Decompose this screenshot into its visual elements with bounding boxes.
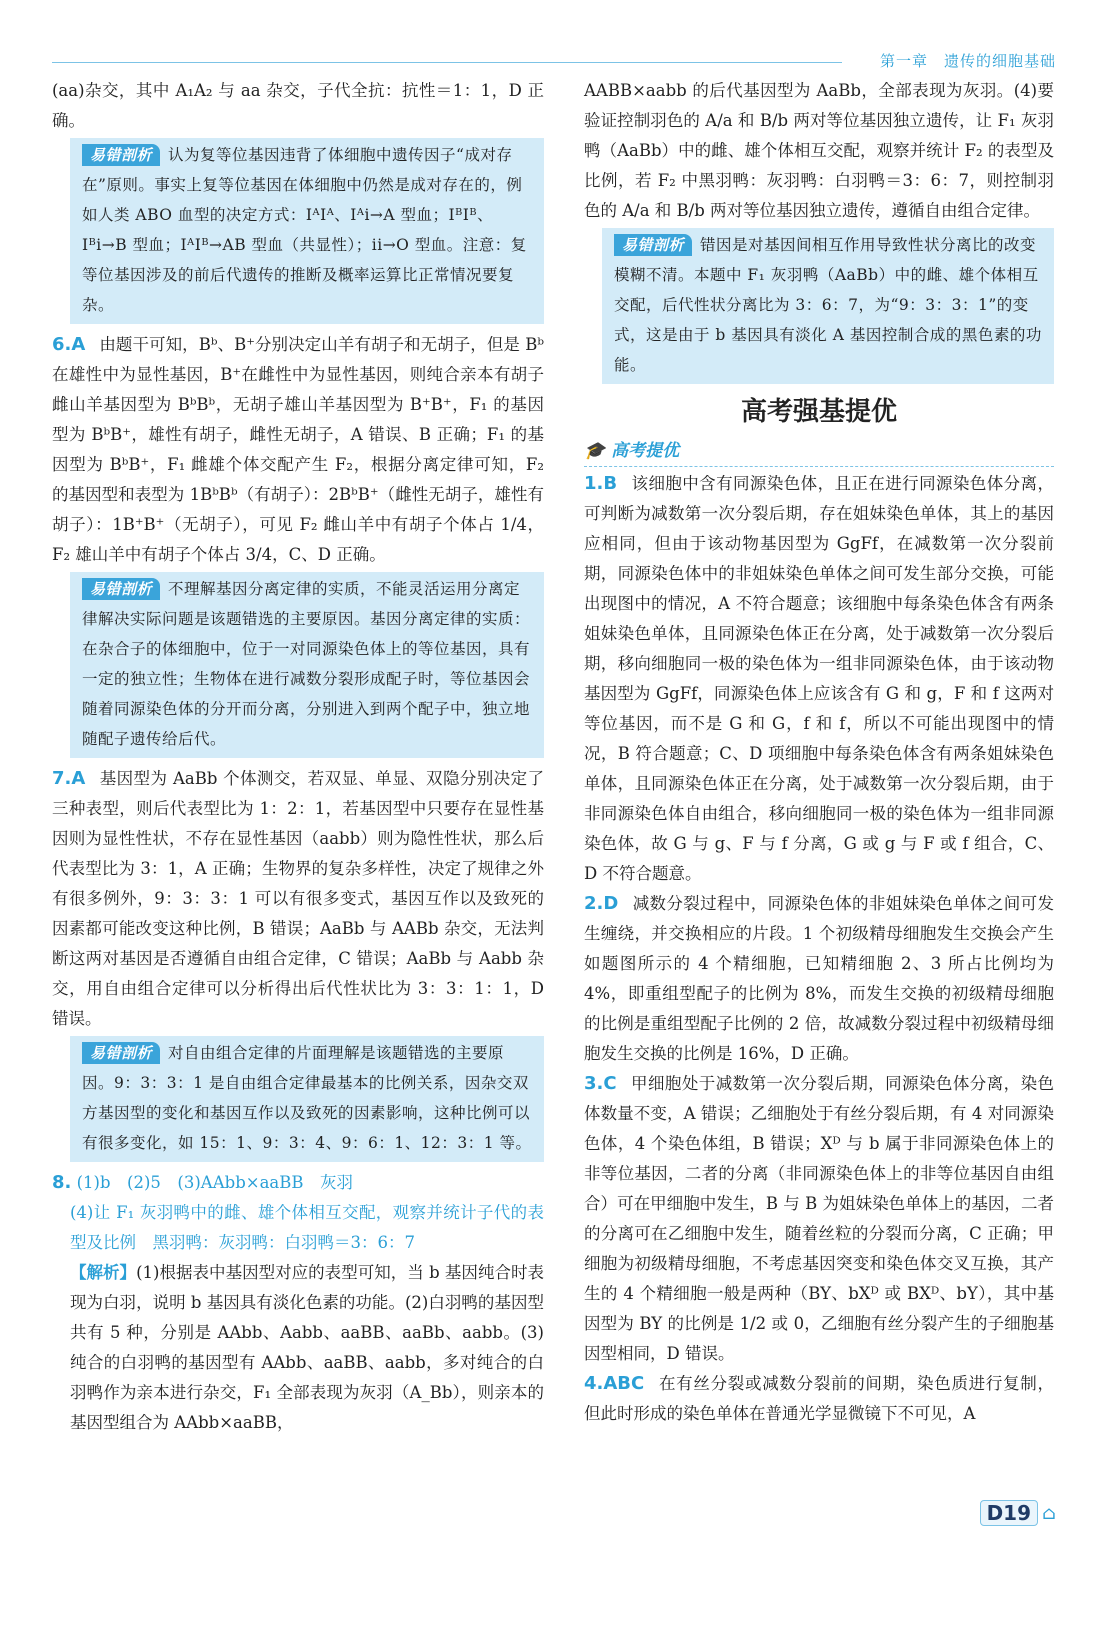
question-3 <box>584 1069 1054 1369</box>
question-number: 3. <box>584 1073 604 1094</box>
error-analysis-box <box>602 228 1054 384</box>
question-number: 7. <box>52 768 72 789</box>
subsection-heading: 🎓 高考提优 <box>584 436 1054 467</box>
question-number: 8. <box>52 1172 72 1193</box>
explanation: 在有丝分裂或减数分裂前的间期，染色质进行复制，但此时形成的染色单体在普通光学显微镜下不可见，A <box>584 1374 1054 1423</box>
chapter-header: 第一章 遗传的细胞基础 <box>879 52 1056 70</box>
analysis <box>52 1258 544 1438</box>
explanation: 甲细胞处于减数第一次分裂后期，同源染色体分离，染色体数量不变，A 错误；乙细胞处于有丝分裂后期，有 4 对同源染色体，4 个染色体组，B 错误；Xᴰ 与 b 属于非同源染色体上的非等位基因，二者的分离（非同源染色体上的非等位基因自由组合）可在甲细胞中发生，B 与 B 为姐妹染色单体上的基因，二者的分离可在乙细胞中发生，随着丝粒的分裂而分离，C 正确；甲细胞为初级精母细胞，不考虑基因突变和染色体交叉互换，其产生的 4 个精细胞一般是两种（BY、bXᴰ 或 BXᴰ、bY），其中基因型为 BY 的比例是 1/2 或 0，乙细胞有丝分裂产生的子细胞基因型相同，D 错误。 <box>584 1074 1054 1363</box>
error-analysis-box <box>70 138 544 324</box>
question-6 <box>52 330 544 570</box>
error-analysis-tag: 易错剖析 <box>82 578 160 600</box>
error-analysis-tag: 易错剖析 <box>614 234 692 256</box>
explanation: 基因型为 AaBb 个体测交，若双显、单显、双隐分别决定了三种表型，则后代表型比为 1：2：1，若基因型中只要存在显性基因则为显性性状，不存在显性基因（aabb）则为隐性性状，那么后代表型比为 3：1，A 正确；生物界的复杂多样性，决定了规律之外有很多例外，9：3：3：1 可以有很多变式，基因互作以及致死的因素都可能改变这种比例，B 错误；AaBb 与 AABb 杂交，无法判断这两对基因是否遵循自由组合定律，C 错误；AaBb 与 Aabb 杂交，用自由组合定律可以分析得出后代性状比为 3：3：1：1，D 错误。 <box>52 769 544 1028</box>
answer-text: (4)让 F₁ 灰羽鸭中的雌、雄个体相互交配，观察并统计子代的表型及比例 黑羽鸭：灰羽鸭：白羽鸭＝3：6：7 <box>70 1203 544 1252</box>
explanation: 该细胞中含有同源染色体，且正在进行同源染色体分离，可判断为减数第一次分裂后期，存在姐妹染色单体，其上的基因应相同，但由于该动物基因型为 GgFf，在减数第一次分裂前期，同源染色体中的非姐妹染色单体之间可发生部分交换，可能出现图中的情况，A 不符合题意；该细胞中每条染色体含有两条姐妹染色单体，且同源染色体正在分离，处于减数第一次分裂后期，移向细胞同一极的染色体为一组非同源染色体，由于该动物基因型为 GgFf，同源染色体上应该含有 G 和 g，F 和 f 这两对等位基因，而不是 G 和 G，f 和 f，所以不可能出现图中的情况，B 符合题意；C、D 项细胞中每条染色体含有两条姐妹染色单体，且同源染色体正在分离，处于减数第一次分裂后期，由于非同源染色体自由组合，移向细胞同一极的染色体为一组非同源染色体，故 G 与 g、F 与 f 分离，G 或 g 与 F 或 f 组合，C、D 不符合题意。 <box>584 474 1054 883</box>
answer-text: (1)b (2)5 (3)AAbb×aaBB 灰羽 <box>76 1173 354 1192</box>
graduation-cap-icon: 🎓 <box>584 441 606 461</box>
error-analysis-box <box>70 572 544 758</box>
explanation: 减数分裂过程中，同源染色体的非姐妹染色单体之间可发生缠绕，并交换相应的片段。1 个初级精母细胞发生交换会产生如题图所示的 4 个精细胞，已知精细胞 2、3 所占比例均为 4%，即重组型配子的比例为 8%，而发生交换的初级精母细胞的比例是重组型配子比例的 2 倍，故减数分裂过程中初级精母细胞发生交换的比例是 16%，D 正确。 <box>584 894 1054 1063</box>
error-analysis-tag: 易错剖析 <box>82 144 160 166</box>
section-title: 高考强基提优 <box>740 397 897 427</box>
question-4 <box>584 1369 1054 1429</box>
header-rule <box>52 62 842 63</box>
analysis-label: 【解析】 <box>70 1263 137 1282</box>
error-analysis-tag: 易错剖析 <box>82 1042 160 1064</box>
question-number: 4. <box>584 1373 604 1394</box>
paragraph: AABB×aabb 的后代基因型为 AaBb，全部表现为灰羽。(4)要验证控制羽色的 A/a 和 B/b 两对等位基因独立遗传，让 F₁ 灰羽鸭（AaBb）中的雌、雄个体相互交配，观察并统计 F₂ 的表型及比例，若 F₂ 中黑羽鸭：灰羽鸭：白羽鸭＝3：6：7，则控制羽色的 A/a 和 B/b 两对等位基因独立遗传，遵循自由组合定律。 <box>584 81 1054 220</box>
question-1 <box>584 469 1054 889</box>
error-analysis-text: 错因是对基因间相互作用导致性状分离比的改变模糊不清。本题中 F₁ 灰羽鸭（AaBb）中的雌、雄个体相互交配，后代性状分离比为 3：6：7，为“9：3：3：1”的变式，这是由于 b 基因具有淡化 A 基因控制合成的黑色素的功能。 <box>614 236 1042 374</box>
right-column <box>584 76 1054 1429</box>
answer-letter: B <box>603 473 618 494</box>
house-icon: ⌂ <box>1042 1503 1056 1524</box>
left-column <box>52 76 544 1438</box>
error-analysis-box <box>70 1036 544 1162</box>
page-number: D19 <box>980 1500 1038 1526</box>
answer-letter: D <box>603 893 619 914</box>
error-analysis-text: 对自由组合定律的片面理解是该题错选的主要原因。9：3：3：1 是自由组合定律最基本的比例关系，因杂交双方基因型的变化和基因互作以及致死的因素影响，这种比例可以有很多变化，如 15：1、9：3：4、9：6：1、12：3：1 等。 <box>82 1044 532 1152</box>
question-7 <box>52 764 544 1034</box>
question-number: 6. <box>52 334 72 355</box>
answer-letter: A <box>71 768 86 789</box>
question-number: 2. <box>584 893 604 914</box>
error-analysis-text: 不理解基因分离定律的实质，不能灵活运用分离定律解决实际问题是该题错选的主要原因。基因分离定律的实质：在杂合子的体细胞中，位于一对同源染色体上的等位基因，具有一定的独立性；生物体在进行减数分裂形成配子时，等位基因会随着同源染色体的分开而分离，分别进入到两个配子中，独立地随配子遗传给后代。 <box>82 580 531 748</box>
question-8 <box>52 1168 544 1198</box>
answer-letter: ABC <box>603 1373 645 1394</box>
question-2 <box>584 889 1054 1069</box>
paragraph: (aa)杂交，其中 A₁A₂ 与 aa 杂交，子代全抗：抗性＝1：1，D 正确。 <box>52 81 544 130</box>
analysis-text: (1)根据表中基因型对应的表型可知，当 b 基因纯合时表现为白羽，说明 b 基因具有淡化色素的功能。(2)白羽鸭的基因型共有 5 种，分别是 AAbb、Aabb、aaBB、aaBb、aabb。(3)纯合的白羽鸭的基因型有 AAbb、aaBB、aabb，多对纯合的白羽鸭作为亲本进行杂交，F₁ 全部表现为灰羽（A_Bb），则亲本的基因型组合为 AAbb×aaBB， <box>70 1263 545 1432</box>
explanation: 由题干可知，Bᵇ、B⁺分别决定山羊有胡子和无胡子，但是 Bᵇ 在雄性中为显性基因，B⁺在雌性中为显性基因，则纯合亲本有胡子雌山羊基因型为 BᵇBᵇ，无胡子雄山羊基因型为 B⁺B⁺，F₁ 的基因型为 BᵇB⁺，雄性有胡子，雌性无胡子，A 错误、B 正确；F₁ 的基因型为 BᵇB⁺，F₁ 雌雄个体交配产生 F₂，根据分离定律可知，F₂ 的基因型和表型为 1BᵇBᵇ（有胡子）：2BᵇB⁺（雌性无胡子，雄性有胡子）：1B⁺B⁺（无胡子），可见 F₂ 雌山羊中有胡子个体占 1/4，F₂ 雄山羊中有胡子个体占 3/4，C、D 正确。 <box>52 335 544 564</box>
question-number: 1. <box>584 473 604 494</box>
answer-letter: A <box>71 334 86 355</box>
error-analysis-text: 认为复等位基因违背了体细胞中遗传因子“成对存在”原则。事实上复等位基因在体细胞中仍然是成对存在的，例如人类 ABO 血型的决定方式：IᴬIᴬ、Iᴬi→A 型血；IᴮIᴮ、Iᴮi→B 型血；IᴬIᴮ→AB 型血（共显性）；ii→O 型血。注意：复等位基因涉及的前后代遗传的推断及概率运算比正常情况要复杂。 <box>82 146 527 314</box>
answer-letter: C <box>603 1073 617 1094</box>
